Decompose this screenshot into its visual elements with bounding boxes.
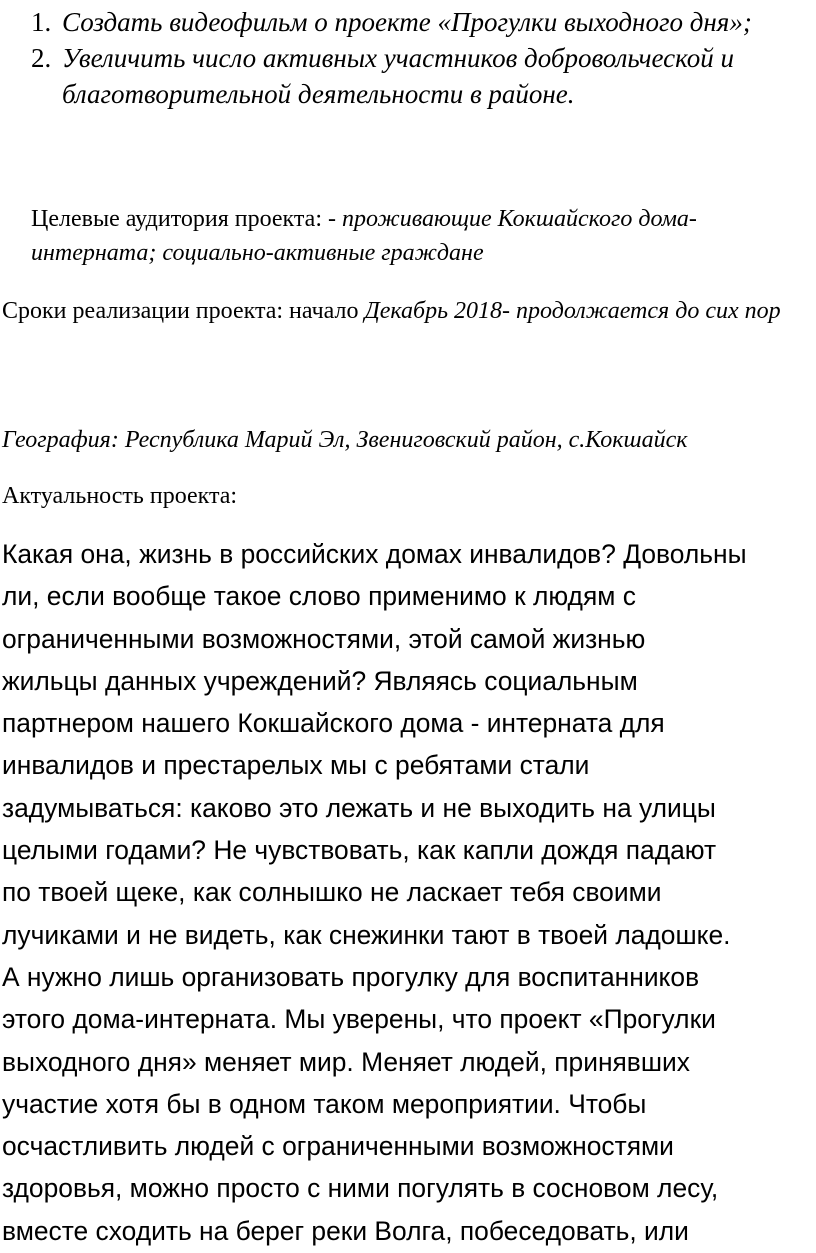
relevance-body bbox=[2, 533, 814, 1252]
relevance-line: по твоей щеке, как солнышко не ласкает тебя своими bbox=[2, 877, 662, 908]
implementation-period bbox=[2, 294, 802, 328]
goal-item bbox=[0, 4, 816, 40]
relevance-line: ограниченными возможностями, этой самой жизнью bbox=[2, 623, 646, 654]
target-audience bbox=[31, 202, 811, 270]
relevance-heading: Актуальность проекта: bbox=[2, 483, 238, 509]
relevance-line: выходного дня» меняет мир. Меняет людей, принявших bbox=[2, 1046, 690, 1077]
relevance-line: Какая она, жизнь в российских домах инвалидов? Довольны bbox=[2, 539, 747, 569]
relevance-line: целыми годами? Не чувствовать, как капли дождя падают bbox=[2, 835, 717, 866]
implementation-period-label: Сроки реализации проекта: начало bbox=[2, 298, 359, 324]
relevance-line: этого дома-интерната. Мы уверены, что проект «Прогулки bbox=[2, 1004, 716, 1035]
relevance-line: осчастливить людей с ограниченными возможностями bbox=[2, 1131, 674, 1162]
relevance-line: задумываться: каково это лежать и не выходить на улицы bbox=[2, 792, 716, 823]
relevance-line: ли, если вообще такое слово применимо к людям с bbox=[2, 581, 636, 612]
relevance-line: участие хотя бы в одном таком мероприятии. Чтобы bbox=[2, 1088, 647, 1119]
geography: География: Республика Марий Эл, Звениговский район, с.Кокшайск bbox=[2, 427, 688, 453]
relevance-line: здоровья, можно просто с ними погулять в сосновом лесу, bbox=[2, 1173, 719, 1204]
relevance-line: вместе сходить на берег реки Волга, побеседовать, или bbox=[2, 1215, 689, 1246]
goal-number: 1. bbox=[31, 7, 52, 37]
goal-item bbox=[0, 40, 816, 112]
target-audience-value: проживающие Кокшайского дома-интерната; социально-активные граждане bbox=[31, 206, 697, 266]
implementation-period-value: Декабрь 2018- продолжается до сих пор bbox=[364, 298, 781, 324]
relevance-line: инвалидов и престарелых мы с ребятами стали bbox=[2, 750, 590, 781]
goal-text: Создать видеофильм о проекте «Прогулки выходного дня»; bbox=[62, 7, 752, 37]
relevance-line: жильцы данных учреждений? Являясь социальным bbox=[2, 665, 638, 696]
goal-text: Увеличить число активных участников добровольческой и благотворительной деятельности в районе. bbox=[62, 43, 735, 109]
relevance-line: А нужно лишь организовать прогулку для воспитанников bbox=[2, 961, 700, 992]
goal-number: 2. bbox=[31, 43, 52, 73]
relevance-line: партнером нашего Кокшайского дома - интерната для bbox=[2, 708, 665, 739]
target-audience-label: Целевые аудитория проекта: - bbox=[31, 206, 336, 232]
relevance-line: лучиками и не видеть, как снежинки тают в твоей ладошке. bbox=[2, 919, 731, 950]
goals-list bbox=[0, 4, 816, 112]
